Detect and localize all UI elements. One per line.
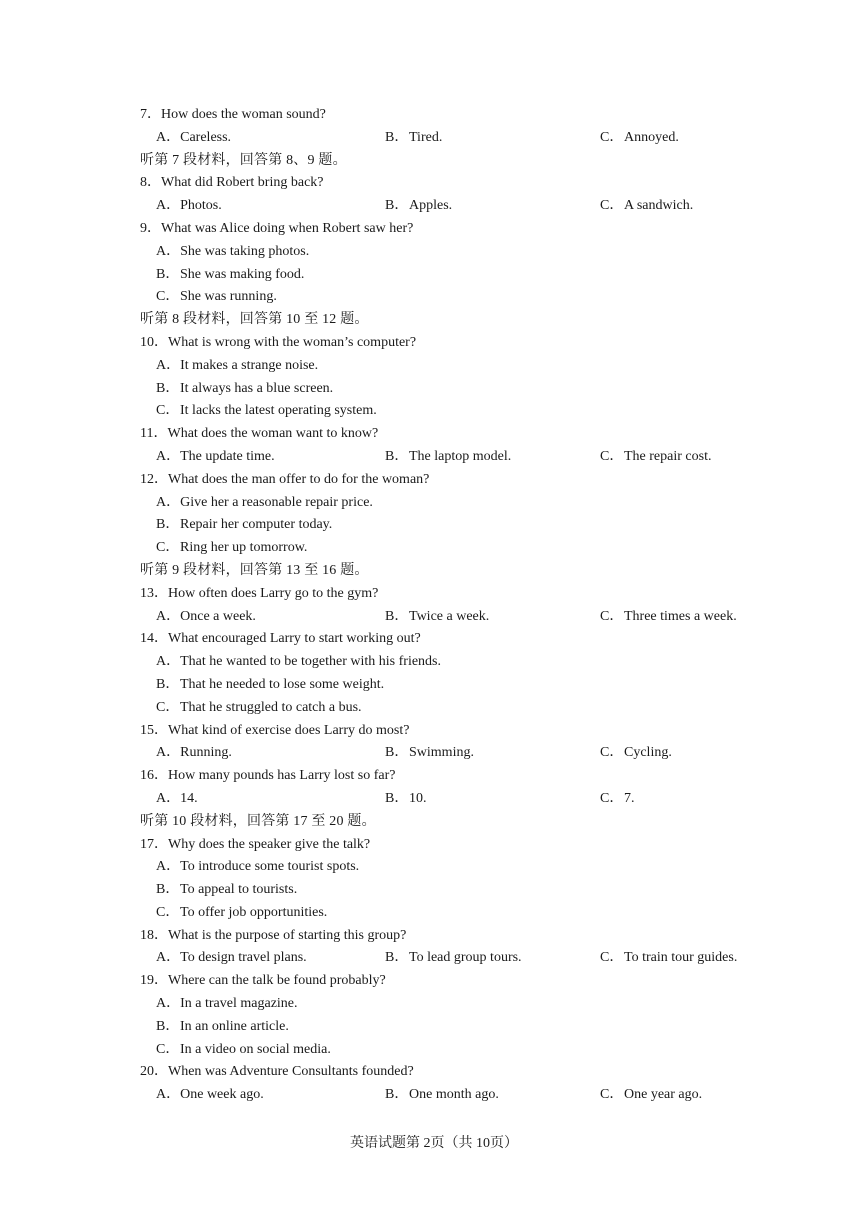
answer-option (140, 378, 780, 401)
option-letter: B． (385, 950, 409, 966)
question-text: 17．Why does the speaker give the talk? (140, 836, 371, 852)
answer-options-row (140, 947, 780, 970)
question-text: 15．What kind of exercise does Larry do most? (140, 722, 410, 738)
option-text: Give her a reasonable repair price. (180, 494, 373, 510)
option-text: 7. (624, 790, 635, 806)
answer-option (140, 879, 780, 902)
answer-options-row (140, 195, 780, 218)
option-text: To lead group tours. (409, 950, 522, 966)
answer-option (156, 127, 231, 150)
option-text: That he needed to lose some weight. (180, 676, 385, 692)
option-text: That he wanted to be together with his friends. (180, 654, 441, 670)
option-text: To introduce some tourist spots. (180, 859, 360, 875)
answer-option (600, 195, 693, 218)
option-letter: C． (156, 540, 180, 556)
option-text: Once a week. (180, 608, 256, 624)
answer-option (385, 606, 489, 629)
option-letter: B． (385, 608, 409, 624)
section-heading: 听第 7 段材料，回答第 8、9 题。 (140, 152, 347, 168)
option-text: Swimming. (409, 745, 474, 761)
option-text: One week ago. (180, 1087, 264, 1103)
option-text: It lacks the latest operating system. (180, 403, 377, 419)
option-text: To offer job opportunities. (180, 904, 328, 920)
option-text: One year ago. (624, 1087, 703, 1103)
answer-option (140, 1016, 780, 1039)
answer-option (140, 241, 780, 264)
option-letter: A． (156, 243, 181, 259)
answer-option (600, 127, 679, 150)
option-letter: B． (156, 266, 180, 282)
answer-option (156, 446, 275, 469)
question-text: 7．How does the woman sound? (140, 107, 326, 122)
option-letter: C． (600, 129, 624, 145)
option-letter: B． (156, 517, 180, 533)
answer-options-row (140, 606, 780, 629)
answer-option (385, 1084, 499, 1107)
answer-option (600, 947, 737, 970)
option-letter: C． (156, 904, 180, 920)
answer-option (140, 856, 780, 879)
answer-option (140, 537, 780, 560)
question-text: 10．What is wrong with the woman’s computer? (140, 334, 417, 350)
answer-option (600, 742, 672, 765)
option-letter: C． (600, 950, 624, 966)
answer-option (156, 1084, 264, 1107)
option-text: 10. (409, 790, 427, 806)
option-letter: A． (156, 950, 181, 966)
option-letter: A． (156, 654, 181, 670)
option-text: Photos. (180, 198, 222, 214)
option-text: One month ago. (409, 1087, 499, 1103)
option-text: To appeal to tourists. (180, 882, 298, 898)
option-text: To train tour guides. (624, 950, 738, 966)
answer-option (140, 902, 780, 925)
option-text: It makes a strange noise. (180, 357, 319, 373)
answer-option (385, 127, 442, 150)
question-text: 12．What does the man offer to do for the woman? (140, 471, 430, 487)
option-letter: B． (385, 198, 409, 214)
answer-option (156, 195, 222, 218)
answer-option (385, 195, 452, 218)
option-text: Tired. (409, 129, 443, 145)
option-letter: B． (385, 790, 409, 806)
question-text: 9．What was Alice doing when Robert saw her? (140, 220, 414, 236)
question-text: 20．When was Adventure Consultants founded? (140, 1064, 414, 1080)
answer-option (140, 286, 780, 309)
question-text: 8．What did Robert bring back? (140, 175, 324, 191)
option-text: The laptop model. (409, 448, 512, 464)
option-letter: C． (156, 1041, 180, 1057)
answer-option (140, 492, 780, 515)
answer-option (156, 606, 256, 629)
option-text: The repair cost. (624, 448, 712, 464)
answer-option (600, 1084, 702, 1107)
answer-option (140, 514, 780, 537)
answer-option (600, 606, 737, 629)
option-text: To design travel plans. (180, 950, 307, 966)
option-letter: A． (156, 745, 181, 761)
option-letter: C． (600, 1087, 624, 1103)
answer-option (156, 788, 198, 811)
answer-option (600, 788, 635, 811)
option-letter: B． (385, 1087, 409, 1103)
option-text: Three times a week. (624, 608, 737, 624)
question-text: 19．Where can the talk be found probably? (140, 973, 386, 989)
section-heading: 听第 8 段材料，回答第 10 至 12 题。 (140, 312, 369, 328)
question-list (140, 104, 780, 1107)
answer-options-row (140, 742, 780, 765)
option-letter: B． (156, 882, 180, 898)
option-letter: A． (156, 198, 181, 214)
option-letter: A． (156, 790, 181, 806)
question-text: 18．What is the purpose of starting this group? (140, 927, 407, 943)
option-letter: B． (385, 448, 409, 464)
option-text: Annoyed. (624, 129, 679, 145)
option-text: Apples. (409, 198, 453, 214)
question-text: 16．How many pounds has Larry lost so far? (140, 768, 396, 784)
option-letter: A． (156, 608, 181, 624)
answer-option (385, 788, 427, 811)
answer-option (140, 400, 780, 423)
answer-option (140, 697, 780, 720)
answer-options-row (140, 1084, 780, 1107)
answer-options-row (140, 788, 780, 811)
answer-options-row (140, 127, 780, 150)
page-footer: 英语试题第 2页（共 10页） (350, 1136, 518, 1151)
option-letter: C． (600, 608, 624, 624)
question-text: 14．What encouraged Larry to start working out? (140, 631, 421, 647)
option-text: She was running. (180, 289, 277, 305)
answer-option (140, 993, 780, 1016)
answer-options-row (140, 446, 780, 469)
option-text: That he struggled to catch a bus. (180, 699, 362, 715)
option-letter: B． (385, 129, 409, 145)
option-text: In an online article. (180, 1018, 289, 1034)
answer-option (156, 742, 232, 765)
option-text: Careless. (180, 129, 232, 145)
option-letter: C． (156, 699, 180, 715)
option-letter: A． (156, 129, 181, 145)
option-letter: C． (156, 403, 180, 419)
option-text: Running. (180, 745, 232, 761)
option-text: Cycling. (624, 745, 672, 761)
option-letter: A． (156, 448, 181, 464)
option-letter: B． (156, 1018, 180, 1034)
option-letter: B． (385, 745, 409, 761)
option-text: 14. (180, 790, 198, 806)
answer-option (156, 947, 307, 970)
option-text: She was making food. (180, 266, 305, 282)
option-letter: A． (156, 1087, 181, 1103)
answer-option (385, 446, 511, 469)
option-text: The update time. (180, 448, 275, 464)
option-text: It always has a blue screen. (180, 380, 334, 396)
option-text: She was taking photos. (180, 243, 310, 259)
answer-option (140, 674, 780, 697)
option-letter: C． (600, 790, 624, 806)
option-letter: C． (600, 745, 624, 761)
option-text: In a travel magazine. (180, 996, 298, 1012)
option-letter: A． (156, 357, 181, 373)
option-letter: B． (156, 380, 180, 396)
option-letter: A． (156, 996, 181, 1012)
option-text: Twice a week. (409, 608, 490, 624)
answer-option (385, 742, 474, 765)
option-letter: B． (156, 676, 180, 692)
answer-option (140, 651, 780, 674)
answer-option (600, 446, 711, 469)
option-text: Ring her up tomorrow. (180, 540, 308, 556)
option-letter: C． (600, 448, 624, 464)
section-heading: 听第 9 段材料，回答第 13 至 16 题。 (140, 562, 369, 578)
option-letter: C． (156, 289, 180, 305)
answer-option (385, 947, 522, 970)
answer-option (140, 264, 780, 287)
option-text: In a video on social media. (180, 1041, 331, 1057)
option-letter: C． (600, 198, 624, 214)
option-letter: A． (156, 859, 181, 875)
option-letter: A． (156, 494, 181, 510)
option-text: A sandwich. (624, 198, 694, 214)
question-text: 11．What does the woman want to know? (140, 426, 379, 442)
answer-option (140, 1039, 780, 1062)
answer-option (140, 355, 780, 378)
section-heading: 听第 10 段材料，回答第 17 至 20 题。 (140, 813, 376, 829)
question-text: 13．How often does Larry go to the gym? (140, 585, 379, 601)
option-text: Repair her computer today. (180, 517, 333, 533)
